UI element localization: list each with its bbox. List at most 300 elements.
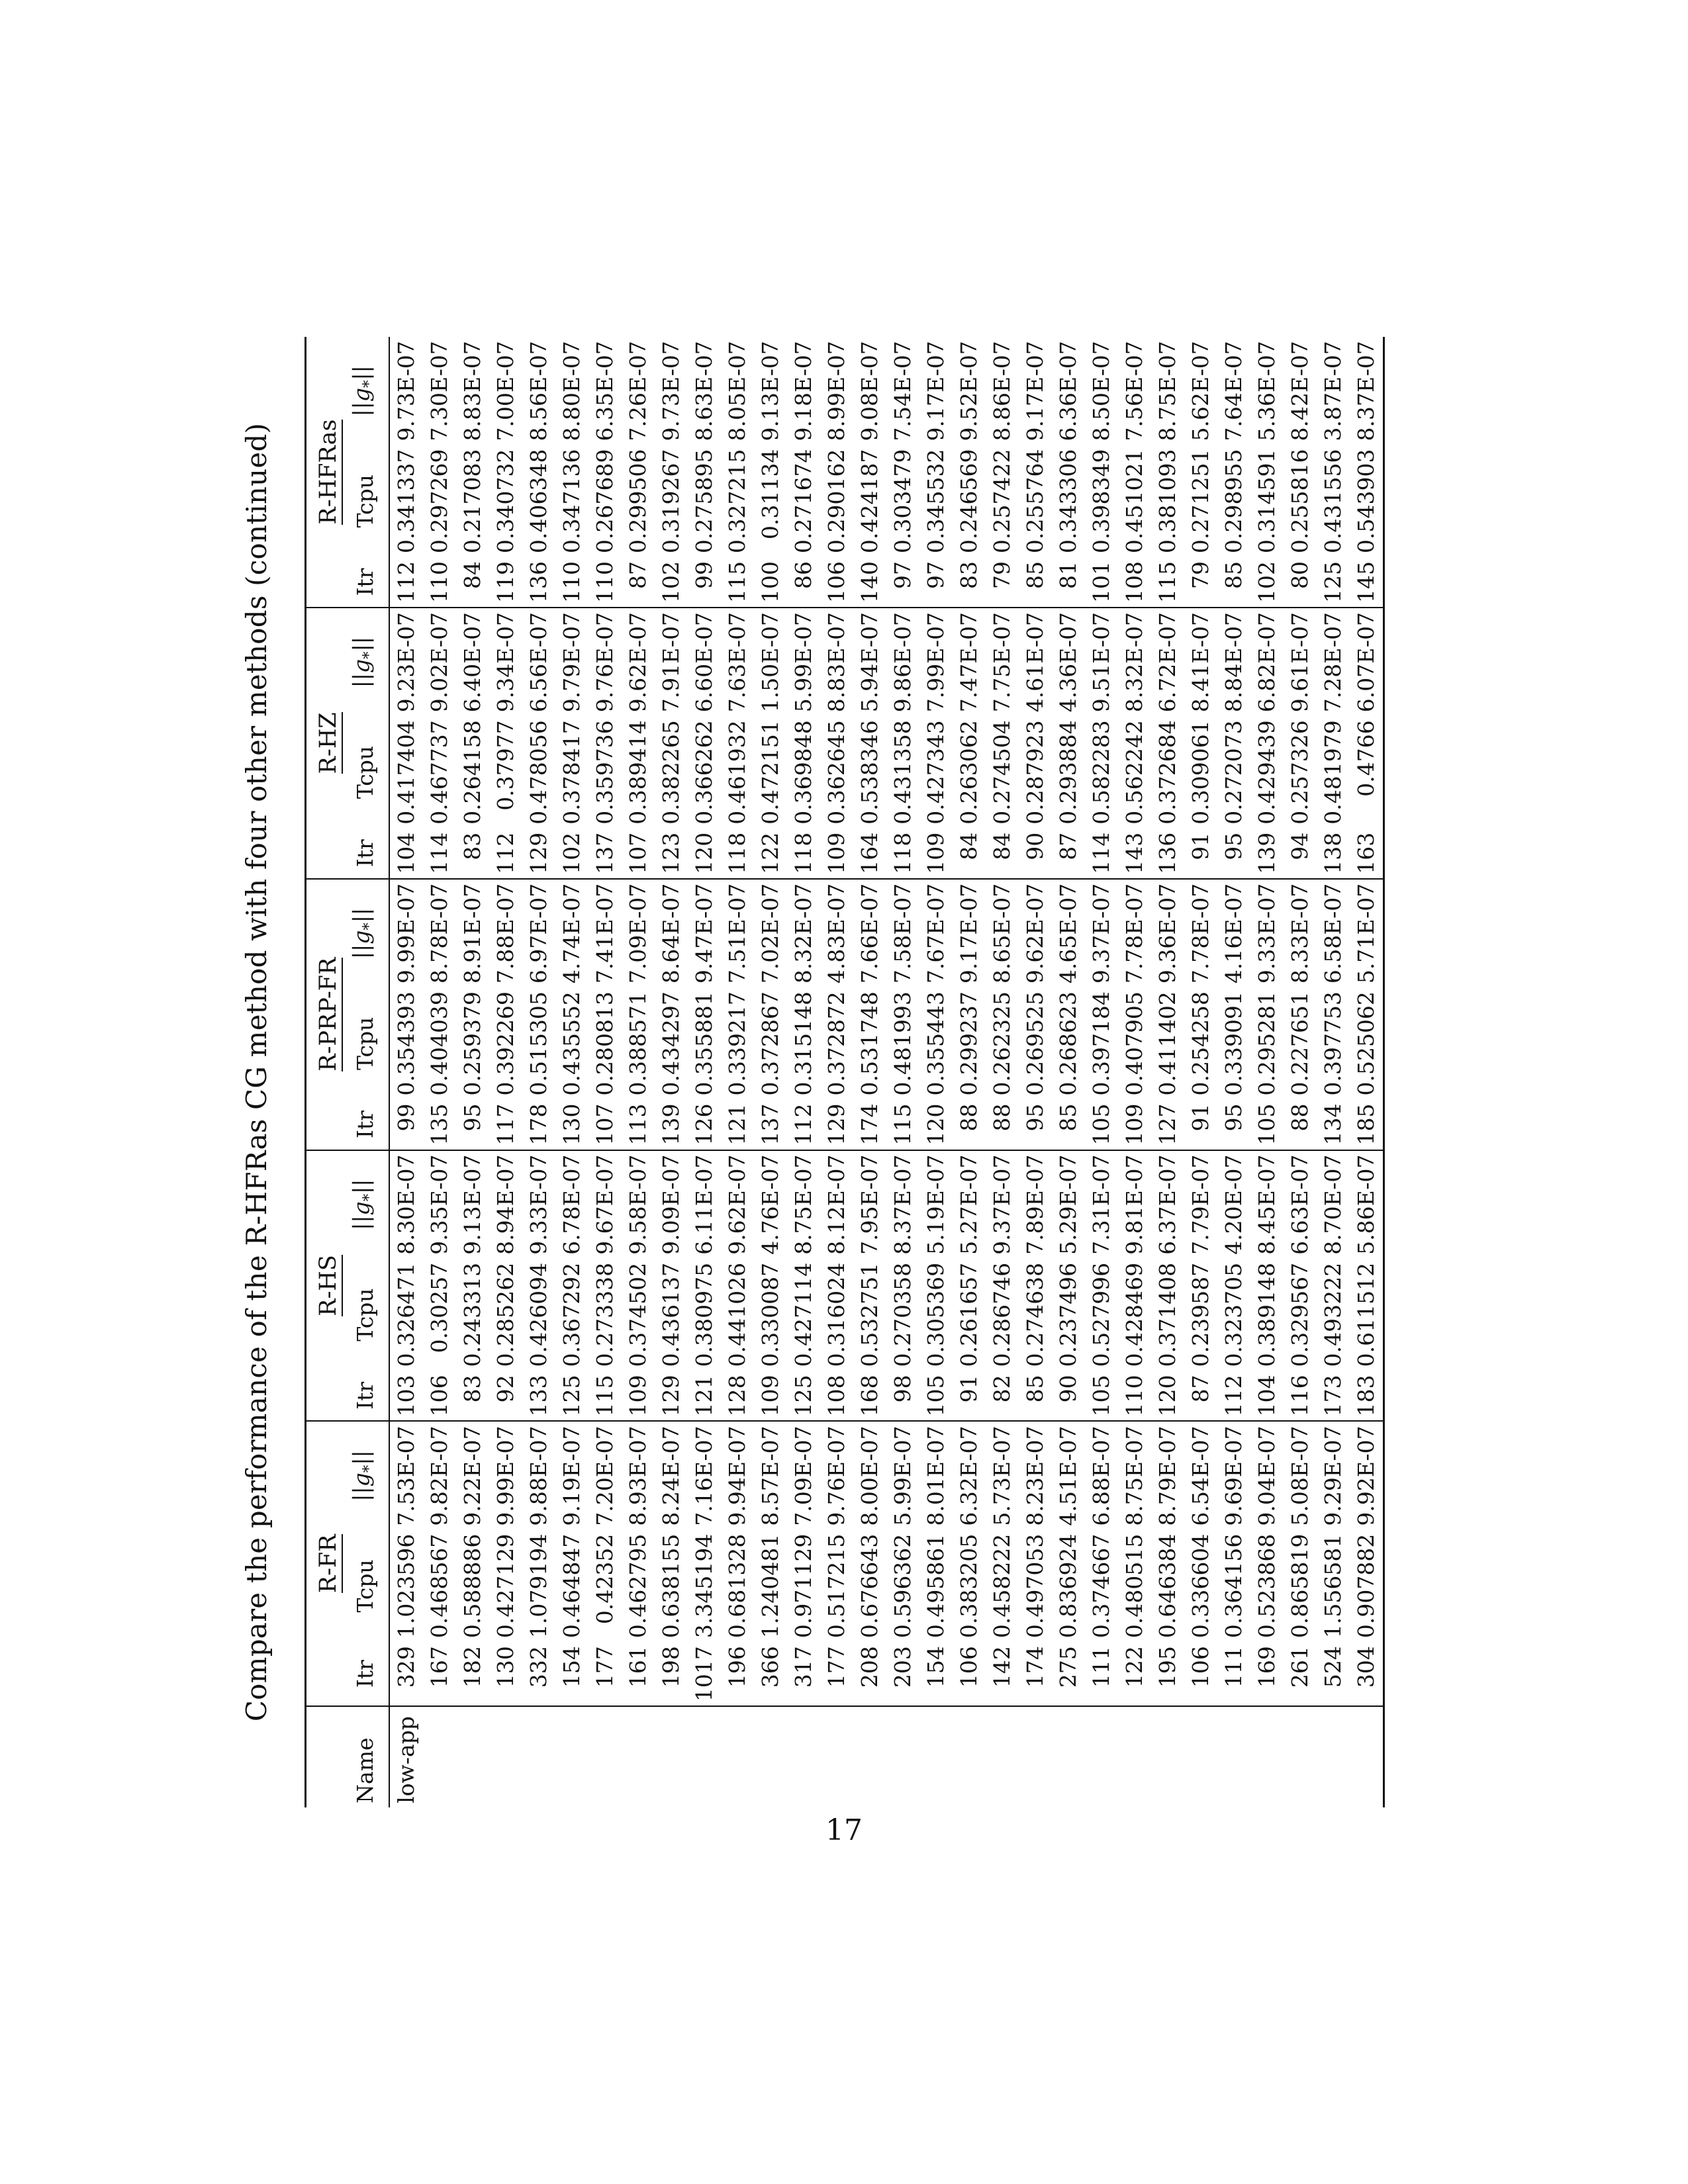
table-cell: 112 bbox=[389, 557, 423, 608]
table-cell: 168 bbox=[853, 1371, 886, 1421]
table-row bbox=[622, 337, 655, 1807]
row-name: low-app bbox=[393, 1716, 419, 1803]
table-cell: 94 bbox=[1284, 829, 1317, 879]
table-cell: 87 bbox=[1052, 829, 1085, 879]
table-cell: 8.33E-07 bbox=[1286, 883, 1313, 984]
table-cell: 134 bbox=[1317, 1100, 1350, 1150]
table-cell: 92 bbox=[489, 1371, 522, 1421]
table-cell: 7.26E-07 bbox=[624, 341, 651, 441]
table-cell: 6.40E-07 bbox=[459, 612, 485, 713]
table-cell: 110 bbox=[423, 557, 456, 608]
table-cell: 0.262325 bbox=[988, 991, 1015, 1096]
table-cell: 0.441026 bbox=[724, 1262, 750, 1367]
table-cell: 120 bbox=[688, 829, 721, 879]
table-cell: 0.398349 bbox=[1088, 449, 1114, 553]
table-cell: 111 bbox=[1085, 1642, 1118, 1706]
table-cell: 0.293884 bbox=[1055, 720, 1081, 825]
table-cell: 0.611512 bbox=[1352, 1262, 1379, 1367]
table-cell: 9.33E-07 bbox=[525, 1154, 551, 1255]
table-cell: 0.364156 bbox=[1220, 1533, 1246, 1639]
table-cell: 0.355443 bbox=[922, 991, 949, 1096]
table-cell: 7.28E-07 bbox=[1319, 612, 1346, 713]
table-cell: 129 bbox=[820, 1100, 853, 1150]
table-cell: 0.259379 bbox=[459, 991, 485, 1096]
table-row bbox=[754, 337, 787, 1807]
table-cell: 7.58E-07 bbox=[889, 883, 915, 984]
table-cell: 0.286746 bbox=[988, 1262, 1015, 1367]
table-cell: 0.297269 bbox=[426, 449, 452, 553]
sub-header-itr: Itr bbox=[345, 1642, 389, 1706]
table-row bbox=[1151, 337, 1184, 1807]
table-cell: 88 bbox=[953, 1100, 986, 1150]
table-cell: 8.00E-07 bbox=[856, 1426, 882, 1526]
table-cell: 0.374667 bbox=[1088, 1533, 1114, 1639]
sub-header-tcpu: Tcpu bbox=[352, 745, 378, 799]
table-cell: 7.02E-07 bbox=[757, 883, 783, 984]
table-cell: 102 bbox=[1250, 557, 1284, 608]
table-cell: 121 bbox=[721, 1100, 754, 1150]
table-cell: 8.63E-07 bbox=[690, 341, 717, 441]
table-cell: 0.435552 bbox=[558, 991, 585, 1096]
table-cell: 182 bbox=[456, 1642, 489, 1706]
table-cell: 8.80E-07 bbox=[558, 341, 585, 441]
table-cell: 9.13E-07 bbox=[757, 341, 783, 441]
table-cell: 9.58E-07 bbox=[624, 1154, 651, 1255]
table-cell: 5.99E-07 bbox=[889, 1426, 915, 1526]
table-cell: 9.35E-07 bbox=[426, 1154, 452, 1255]
table-cell: 7.78E-07 bbox=[1187, 883, 1213, 984]
table-row bbox=[688, 337, 721, 1807]
table-cell: 0.269525 bbox=[1021, 991, 1048, 1096]
table-cell: 9.18E-07 bbox=[790, 341, 816, 441]
sub-header-gnorm: $||g_*||$ bbox=[348, 1450, 378, 1502]
table-cell: 8.23E-07 bbox=[1021, 1426, 1048, 1526]
table-cell: 0.971129 bbox=[790, 1533, 816, 1639]
table-cell: 0.298955 bbox=[1220, 449, 1246, 553]
table-cell: 0.388571 bbox=[624, 991, 651, 1096]
table-cell: 9.19E-07 bbox=[558, 1426, 585, 1526]
table-cell: 7.75E-07 bbox=[988, 612, 1015, 713]
table-cell: 9.17E-07 bbox=[955, 883, 982, 984]
table-cell: 99 bbox=[389, 1100, 423, 1150]
table-cell: 7.09E-07 bbox=[790, 1426, 816, 1526]
table-cell: 85 bbox=[1019, 1371, 1052, 1421]
table-cell: 9.08E-07 bbox=[856, 341, 882, 441]
table-cell: 137 bbox=[588, 829, 622, 879]
table-cell: 107 bbox=[588, 1100, 622, 1150]
table-cell: 139 bbox=[1250, 829, 1284, 879]
table-cell: 7.41E-07 bbox=[591, 883, 618, 984]
row-name bbox=[1085, 1706, 1118, 1807]
table-cell: 0.268623 bbox=[1055, 991, 1081, 1096]
table-cell: 8.37E-07 bbox=[1352, 341, 1379, 441]
table-cell: 0.462795 bbox=[624, 1533, 651, 1639]
row-name bbox=[1151, 1706, 1184, 1807]
table-cell: 0.280813 bbox=[591, 991, 618, 1096]
table-cell: 7.31E-07 bbox=[1088, 1154, 1114, 1255]
table-cell: 9.69E-07 bbox=[1220, 1426, 1246, 1526]
sub-header-itr: Itr bbox=[345, 1100, 389, 1150]
table-cell: 8.78E-07 bbox=[426, 883, 452, 984]
table-cell: 9.37E-07 bbox=[988, 1154, 1015, 1255]
table-cell: 8.05E-07 bbox=[724, 341, 750, 441]
table-cell: 4.74E-07 bbox=[558, 883, 585, 984]
table-cell: 0.436137 bbox=[657, 1262, 684, 1367]
table-cell: 6.11E-07 bbox=[690, 1154, 717, 1255]
table-cell: 0.314591 bbox=[1253, 449, 1280, 553]
table-cell: 3.87E-07 bbox=[1319, 341, 1346, 441]
table-cell: 9.17E-07 bbox=[922, 341, 949, 441]
table-cell: 0.319267 bbox=[657, 449, 684, 553]
sub-header-itr: Itr bbox=[345, 557, 389, 608]
table-cell: 5.08E-07 bbox=[1286, 1426, 1313, 1526]
table-cell: 0.239587 bbox=[1187, 1262, 1213, 1367]
table-cell: 0.562242 bbox=[1121, 720, 1147, 825]
table-cell: 83 bbox=[456, 829, 489, 879]
table-cell: 0.246569 bbox=[955, 449, 982, 553]
table-cell: 9.51E-07 bbox=[1088, 612, 1114, 713]
table-cell: 0.255764 bbox=[1021, 449, 1048, 553]
table-cell: 5.36E-07 bbox=[1253, 341, 1280, 441]
table-cell: 9.81E-07 bbox=[1121, 1154, 1147, 1255]
table-cell: 7.63E-07 bbox=[724, 612, 750, 713]
table-cell: 203 bbox=[886, 1642, 919, 1706]
table-cell: 109 bbox=[919, 829, 953, 879]
row-name bbox=[588, 1706, 622, 1807]
table-cell: 198 bbox=[655, 1642, 688, 1706]
table-cell: 4.65E-07 bbox=[1055, 883, 1081, 984]
table-cell: 4.36E-07 bbox=[1055, 612, 1081, 713]
table-cell: 9.52E-07 bbox=[955, 341, 982, 441]
table-cell: 128 bbox=[721, 1371, 754, 1421]
table-cell: 0.273338 bbox=[591, 1262, 618, 1367]
table-cell: 9.62E-07 bbox=[624, 612, 651, 713]
table-cell: 8.75E-07 bbox=[790, 1154, 816, 1255]
table-cell: 0.4766 bbox=[1352, 720, 1379, 797]
table-cell: 130 bbox=[489, 1642, 522, 1706]
table-cell: 99 bbox=[688, 557, 721, 608]
method-label: R-HZ bbox=[315, 712, 342, 774]
table-cell: 107 bbox=[622, 829, 655, 879]
table-cell: 127 bbox=[1151, 1100, 1184, 1150]
table-cell: 106 bbox=[953, 1642, 986, 1706]
method-header bbox=[306, 1421, 346, 1706]
table-cell: 6.97E-07 bbox=[525, 883, 551, 984]
table-cell: 0.372872 bbox=[823, 991, 849, 1096]
table-cell: 6.37E-07 bbox=[1154, 1154, 1180, 1255]
table-cell: 7.64E-07 bbox=[1220, 341, 1246, 441]
table-cell: 7.88E-07 bbox=[492, 883, 518, 984]
table-cell: 9.94E-07 bbox=[724, 1426, 750, 1526]
table-cell: 0.287923 bbox=[1021, 720, 1048, 825]
table-cell: 7.67E-07 bbox=[922, 883, 949, 984]
table-cell: 118 bbox=[787, 829, 820, 879]
table-cell: 7.89E-07 bbox=[1021, 1154, 1048, 1255]
table-cell: 0.309061 bbox=[1187, 720, 1213, 825]
table-cell: 0.525062 bbox=[1352, 991, 1379, 1096]
table-cell: 85 bbox=[1019, 557, 1052, 608]
table-cell: 0.374502 bbox=[624, 1262, 651, 1367]
table-cell: 0.31134 bbox=[757, 449, 783, 539]
table-cell: 0.362645 bbox=[823, 720, 849, 825]
table-row bbox=[953, 337, 986, 1807]
row-name bbox=[688, 1706, 721, 1807]
table-cell: 0.254258 bbox=[1187, 991, 1213, 1096]
table-row bbox=[853, 337, 886, 1807]
table-cell: 114 bbox=[423, 829, 456, 879]
table-cell: 8.12E-07 bbox=[823, 1154, 849, 1255]
table-caption: Compare the performance of the R-HFRas CG method with four other methods (continued) bbox=[240, 422, 273, 1722]
method-header bbox=[306, 608, 346, 879]
table-row bbox=[1118, 337, 1151, 1807]
table-cell: 112 bbox=[787, 1100, 820, 1150]
table-row bbox=[1019, 337, 1052, 1807]
table-cell: 6.60E-07 bbox=[690, 612, 717, 713]
row-name bbox=[489, 1706, 522, 1807]
table-cell: 101 bbox=[1085, 557, 1118, 608]
table-cell: 0.515305 bbox=[525, 991, 551, 1096]
table-cell: 109 bbox=[754, 1371, 787, 1421]
table-cell: 0.531748 bbox=[856, 991, 882, 1096]
rotated-table-page bbox=[238, 238, 1423, 1906]
table-cell: 5.27E-07 bbox=[955, 1154, 982, 1255]
sub-header-tcpu: Tcpu bbox=[352, 475, 378, 528]
table-cell: 9.22E-07 bbox=[459, 1426, 485, 1526]
table-cell: 116 bbox=[1284, 1371, 1317, 1421]
table-cell: 0.359736 bbox=[591, 720, 618, 825]
table-cell: 83 bbox=[953, 557, 986, 608]
table-cell: 7.99E-07 bbox=[922, 612, 949, 713]
table-row bbox=[555, 337, 588, 1807]
table-cell: 112 bbox=[1217, 1371, 1250, 1421]
table-cell: 0.339217 bbox=[724, 991, 750, 1096]
table-cell: 1.240481 bbox=[757, 1533, 783, 1639]
sub-header-gnorm: $||g_*||$ bbox=[348, 907, 378, 959]
table-cell: 123 bbox=[655, 829, 688, 879]
table-cell: 84 bbox=[986, 829, 1019, 879]
table-cell: 0.30257 bbox=[426, 1262, 452, 1353]
name-header-spacer bbox=[306, 1706, 346, 1807]
table-cell: 138 bbox=[1317, 829, 1350, 879]
table-cell: 103 bbox=[389, 1371, 423, 1421]
table-cell: 0.428469 bbox=[1121, 1262, 1147, 1367]
table-cell: 0.467737 bbox=[426, 720, 452, 825]
table-row bbox=[389, 337, 423, 1807]
table-cell: 7.09E-07 bbox=[624, 883, 651, 984]
table-row bbox=[986, 337, 1019, 1807]
table-cell: 8.50E-07 bbox=[1088, 341, 1114, 441]
table-cell: 0.299506 bbox=[624, 449, 651, 553]
table-cell: 120 bbox=[1151, 1371, 1184, 1421]
table-cell: 5.19E-07 bbox=[922, 1154, 949, 1255]
row-name bbox=[622, 1706, 655, 1807]
table-cell: 7.20E-07 bbox=[591, 1426, 618, 1526]
table-cell: 5.73E-07 bbox=[988, 1426, 1015, 1526]
table-cell: 6.56E-07 bbox=[525, 612, 551, 713]
table-row bbox=[919, 337, 953, 1807]
table-cell: 0.588886 bbox=[459, 1533, 485, 1639]
table-cell: 183 bbox=[1350, 1371, 1384, 1421]
table-cell: 8.57E-07 bbox=[757, 1426, 783, 1526]
table-cell: 79 bbox=[1184, 557, 1217, 608]
table-cell: 4.76E-07 bbox=[757, 1154, 783, 1255]
table-cell: 1.556581 bbox=[1319, 1533, 1346, 1639]
table-cell: 108 bbox=[820, 1371, 853, 1421]
table-cell: 0.481993 bbox=[889, 991, 915, 1096]
table-cell: 118 bbox=[721, 829, 754, 879]
table-cell: 164 bbox=[853, 829, 886, 879]
table-cell: 88 bbox=[1284, 1100, 1317, 1150]
table-cell: 0.305369 bbox=[922, 1262, 949, 1367]
table-cell: 133 bbox=[522, 1371, 555, 1421]
table-cell: 5.99E-07 bbox=[790, 612, 816, 713]
table-cell: 136 bbox=[1151, 829, 1184, 879]
sub-header-itr: Itr bbox=[345, 829, 389, 879]
table-cell: 0.431358 bbox=[889, 720, 915, 825]
table-cell: 7.47E-07 bbox=[955, 612, 982, 713]
table-cell: 9.36E-07 bbox=[1154, 883, 1180, 984]
table-cell: 261 bbox=[1284, 1642, 1317, 1706]
table-cell: 9.62E-07 bbox=[1021, 883, 1048, 984]
table-cell: 0.865819 bbox=[1286, 1533, 1313, 1639]
row-name bbox=[1250, 1706, 1284, 1807]
table-cell: 129 bbox=[655, 1371, 688, 1421]
row-name bbox=[853, 1706, 886, 1807]
table-cell: 163 bbox=[1350, 829, 1384, 879]
table-cell: 8.83E-07 bbox=[823, 612, 849, 713]
table-cell: 79 bbox=[986, 557, 1019, 608]
table-cell: 98 bbox=[886, 1371, 919, 1421]
table-cell: 6.07E-07 bbox=[1352, 612, 1379, 713]
table-cell: 0.343306 bbox=[1055, 449, 1081, 553]
table-cell: 105 bbox=[1085, 1100, 1118, 1150]
table-cell: 0.481979 bbox=[1319, 720, 1346, 825]
table-cell: 87 bbox=[622, 557, 655, 608]
method-header bbox=[306, 879, 346, 1150]
table-cell: 122 bbox=[1118, 1642, 1151, 1706]
table-cell: 0.493222 bbox=[1319, 1262, 1346, 1367]
table-cell: 7.91E-07 bbox=[657, 612, 684, 713]
table-cell: 118 bbox=[886, 829, 919, 879]
table-cell: 0.523868 bbox=[1253, 1533, 1280, 1639]
table-cell: 6.72E-07 bbox=[1154, 612, 1180, 713]
table-cell: 195 bbox=[1151, 1642, 1184, 1706]
table-cell: 0.427114 bbox=[790, 1262, 816, 1367]
table-cell: 125 bbox=[787, 1371, 820, 1421]
table-cell: 8.79E-07 bbox=[1154, 1426, 1180, 1526]
table-cell: 115 bbox=[588, 1371, 622, 1421]
table-cell: 9.79E-07 bbox=[558, 612, 585, 713]
table-cell: 0.315148 bbox=[790, 991, 816, 1096]
table-cell: 0.596362 bbox=[889, 1533, 915, 1639]
table-cell: 0.681328 bbox=[724, 1533, 750, 1639]
table-cell: 177 bbox=[820, 1642, 853, 1706]
table-cell: 1.079194 bbox=[525, 1533, 551, 1639]
method-label: R-PRP-FR bbox=[315, 957, 342, 1071]
table-row bbox=[1217, 337, 1250, 1807]
table-cell: 0.392269 bbox=[492, 991, 518, 1096]
table-cell: 136 bbox=[522, 557, 555, 608]
table-cell: 7.16E-07 bbox=[690, 1426, 717, 1526]
table-cell: 0.427343 bbox=[922, 720, 949, 825]
table-cell: 6.35E-07 bbox=[591, 341, 618, 441]
table-cell: 81 bbox=[1052, 557, 1085, 608]
table-cell: 88 bbox=[986, 1100, 1019, 1150]
table-cell: 125 bbox=[1317, 557, 1350, 608]
table-row bbox=[522, 337, 555, 1807]
table-cell: 110 bbox=[588, 557, 622, 608]
table-cell: 0.434297 bbox=[657, 991, 684, 1096]
row-name bbox=[754, 1706, 787, 1807]
table-row bbox=[1085, 337, 1118, 1807]
table-cell: 112 bbox=[489, 829, 522, 879]
table-cell: 0.372684 bbox=[1154, 720, 1180, 825]
table-cell: 106 bbox=[1184, 1642, 1217, 1706]
table-cell: 105 bbox=[1250, 1100, 1284, 1150]
table-cell: 0.263062 bbox=[955, 720, 982, 825]
table-cell: 83 bbox=[456, 1371, 489, 1421]
table-cell: 105 bbox=[919, 1371, 953, 1421]
table-cell: 0.347136 bbox=[558, 449, 585, 553]
table-cell: 0.907882 bbox=[1352, 1533, 1379, 1639]
table-cell: 102 bbox=[555, 829, 588, 879]
table-cell: 0.464847 bbox=[558, 1533, 585, 1639]
table-cell: 9.37E-07 bbox=[1088, 883, 1114, 984]
table-cell: 275 bbox=[1052, 1642, 1085, 1706]
table-cell: 9.33E-07 bbox=[1253, 883, 1280, 984]
row-name bbox=[1052, 1706, 1085, 1807]
table-cell: 0.37977 bbox=[492, 720, 518, 811]
sub-header-tcpu: Tcpu bbox=[352, 1288, 378, 1342]
method-label: R-FR bbox=[315, 1534, 342, 1594]
table-cell: 0.382265 bbox=[657, 720, 684, 825]
table-cell: 1.50E-07 bbox=[757, 612, 783, 713]
table-cell: 161 bbox=[622, 1642, 655, 1706]
table-cell: 126 bbox=[688, 1100, 721, 1150]
table-cell: 9.17E-07 bbox=[1021, 341, 1048, 441]
table-cell: 8.86E-07 bbox=[988, 341, 1015, 441]
table-cell: 9.99E-07 bbox=[393, 883, 419, 984]
table-cell: 135 bbox=[423, 1100, 456, 1150]
table-cell: 0.517215 bbox=[823, 1533, 849, 1639]
table-cell: 1017 bbox=[688, 1642, 721, 1706]
table-cell: 0.290162 bbox=[823, 449, 849, 553]
table-cell: 0.355881 bbox=[690, 991, 717, 1096]
table-cell: 7.95E-07 bbox=[856, 1154, 882, 1255]
row-name bbox=[522, 1706, 555, 1807]
table-cell: 0.389148 bbox=[1253, 1262, 1280, 1367]
table-cell: 0.237496 bbox=[1055, 1262, 1081, 1367]
table-row bbox=[886, 337, 919, 1807]
table-cell: 0.243313 bbox=[459, 1262, 485, 1367]
table-cell: 6.32E-07 bbox=[955, 1426, 982, 1526]
table-row bbox=[655, 337, 688, 1807]
table-cell: 9.04E-07 bbox=[1253, 1426, 1280, 1526]
table-row bbox=[820, 337, 853, 1807]
table-cell: 119 bbox=[489, 557, 522, 608]
table-body bbox=[389, 337, 1384, 1807]
table-cell: 174 bbox=[853, 1100, 886, 1150]
table-cell: 8.84E-07 bbox=[1220, 612, 1246, 713]
table-cell: 108 bbox=[1118, 557, 1151, 608]
table-cell: 185 bbox=[1350, 1100, 1384, 1150]
table-cell: 7.54E-07 bbox=[889, 341, 915, 441]
table-cell: 0.261657 bbox=[955, 1262, 982, 1367]
table-cell: 8.30E-07 bbox=[393, 1154, 419, 1255]
table-cell: 8.32E-07 bbox=[1121, 612, 1147, 713]
row-name bbox=[1019, 1706, 1052, 1807]
table-cell: 6.58E-07 bbox=[1319, 883, 1346, 984]
